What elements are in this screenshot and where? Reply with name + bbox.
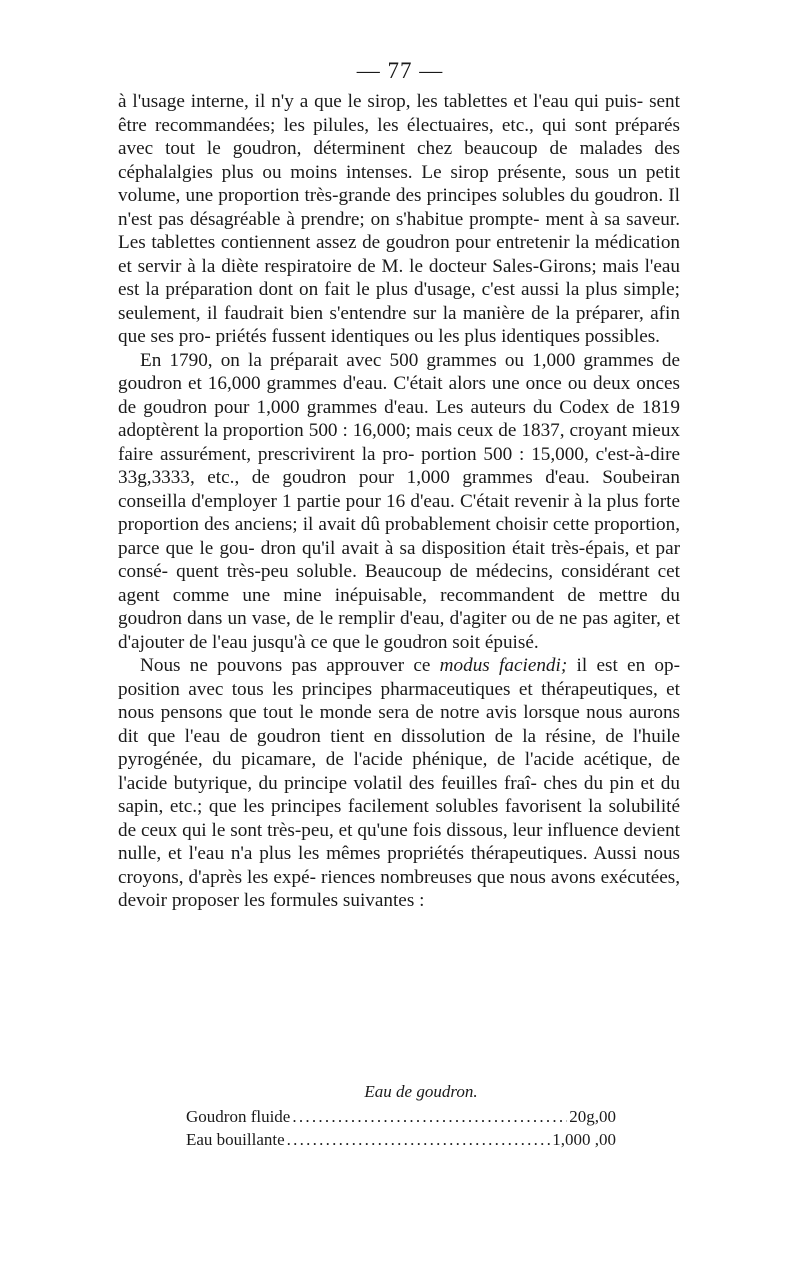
text-line: préparés avec tout le goudron, déterminent chez beaucoup de malades — [118, 114, 681, 159]
text-line: de l'huile pyrogénée, du picamare, de l'acide phénique, de l'acide — [118, 725, 680, 770]
text-line: agiter, et d'ajouter de l'eau jusqu'à ce que le goudron soit épuisé. — [118, 608, 680, 653]
ingredient-name: Goudron fluide — [186, 1107, 291, 1126]
text-line: Nous ne pouvons pas approuver ce — [140, 655, 431, 676]
body-text — [118, 90, 680, 913]
text-line: et nous pensons que tout le monde sera de notre avis lorsque nous — [118, 678, 680, 723]
ingredient-quantity: 1,000 ,00 — [552, 1130, 616, 1149]
text-line: des céphalalgies plus ou moins intenses. Le sirop présente, sous un — [118, 138, 680, 183]
text-line: acétique, de l'acide butyrique, du principe volatil des feuilles fraî- — [118, 749, 681, 794]
text-line: il est en op- — [576, 655, 681, 676]
dot-leader — [287, 1128, 551, 1151]
text-line: deux onces de goudron pour 1,000 grammes d'eau. Les auteurs — [118, 373, 680, 418]
text-line: goudron. Il n'est pas désagréable à prendre; on s'habitue prompte- — [118, 185, 680, 230]
text-line: de goudron et 16,000 grammes d'eau. C'était alors une once ou — [118, 349, 681, 394]
text-line: goudron dans un vase, de le remplir d'eau, d'agiter ou de ne pas — [118, 608, 609, 629]
text-line: dissous, leur influence devient nulle, et l'eau n'a plus les mêmes — [118, 819, 681, 864]
text-line: 1,000 grammes d'eau. Soubeiran conseilla d'employer 1 partie — [118, 467, 681, 512]
formula-title: Eau de goudron. — [364, 1082, 478, 1101]
text-line: docteur Sales-Girons; mais l'eau est la préparation dont on fait le — [118, 255, 680, 300]
text-line: ches du pin et du sapin, etc.; que les principes facilement solubles — [118, 772, 680, 817]
formula-block — [186, 1080, 616, 1151]
paragraph-1 — [118, 90, 680, 349]
text-line: petit volume, une proportion très-grande des principes solubles du — [118, 161, 680, 206]
text-line: pour 16 d'eau. C'était revenir à la plus forte proportion des anciens; — [118, 490, 681, 535]
text-line: favorisent la solubilité de ceux qui le sont très-peu, et qu'une fois — [118, 796, 681, 841]
formula-row — [186, 1105, 616, 1128]
text-line: dron qu'il avait à sa disposition était très-épais, et par consé- — [118, 537, 680, 582]
text-line: quent très-peu soluble. Beaucoup de médecins, considérant cet — [176, 561, 680, 582]
text-line: du Codex de 1819 adoptèrent la proportion 500 : 16,000; mais — [118, 396, 680, 441]
text-line: aurons dit que l'eau de goudron tient en dissolution de la résine, — [118, 702, 681, 747]
text-line: à l'usage interne, il n'y a que le sirop, les tablettes et l'eau qui puis- — [118, 91, 644, 112]
text-line: priétés fussent identiques ou les plus identiques possibles. — [215, 326, 660, 347]
text-line: plus d'usage, c'est aussi la plus simple; seulement, il faudrait — [118, 279, 681, 324]
italic-phrase: modus faciendi; — [439, 655, 568, 676]
text-line: agent comme une mine inépuisable, recommandent de mettre du — [118, 584, 680, 606]
text-line: portion 500 : 15,000, c'est-à-dire 33g,3333, etc., de goudron pour — [118, 443, 680, 488]
text-line: ceux de 1837, croyant mieux faire assurément, prescrivirent la pro- — [118, 420, 681, 465]
text-line: bien s'entendre sur la manière de la préparer, afin que ses pro- — [118, 302, 680, 347]
page-number: — 77 — — [356, 58, 444, 83]
ingredient-quantity: 20g,00 — [569, 1107, 616, 1126]
formula-row — [186, 1128, 616, 1151]
dot-leader — [292, 1105, 567, 1128]
text-line: sent être recommandées; les pilules, les électuaires, etc., qui sont — [118, 91, 680, 136]
text-line: formules suivantes : — [269, 890, 425, 911]
paragraph-3 — [118, 654, 680, 913]
ingredient-name: Eau bouillante — [186, 1130, 285, 1149]
text-line: propriétés thérapeutiques. Aussi nous croyons, d'après les expé- — [118, 843, 681, 888]
text-line: il avait dû probablement choisir cette proportion, parce que le gou- — [118, 514, 681, 559]
text-line: riences nombreuses que nous avons exécutées, devoir proposer les — [118, 866, 680, 911]
text-line: entretenir la médication et servir à la diète respiratoire de M. le — [118, 232, 681, 277]
paragraph-2 — [118, 349, 680, 655]
text-line: position avec tous les principes pharmaceutiques et thérapeutiques, — [118, 678, 658, 700]
text-line: ment à sa saveur. Les tablettes contiennent assez de goudron pour — [118, 208, 680, 253]
text-line: En 1790, on la préparait avec 500 grammes ou 1,000 grammes — [140, 349, 654, 371]
